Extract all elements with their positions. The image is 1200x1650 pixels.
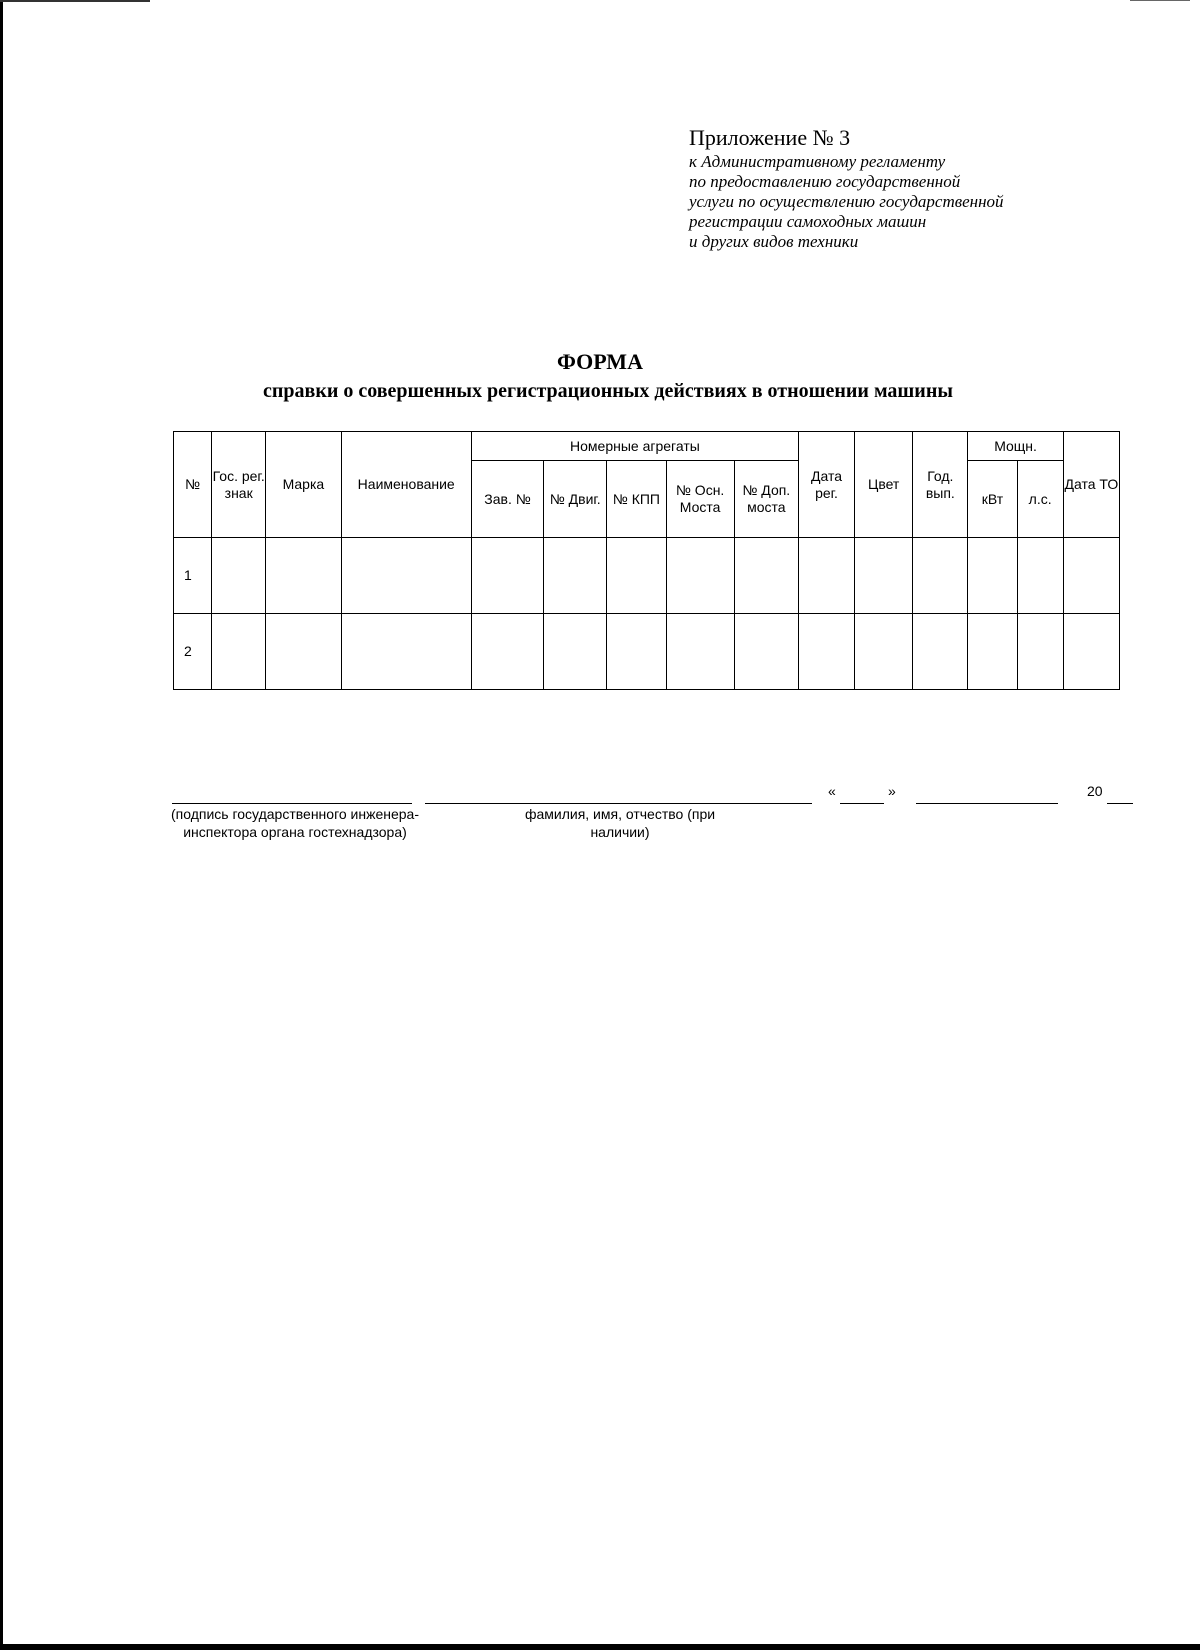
header-kw: кВт [968,461,1017,538]
table-cell[interactable] [798,538,854,614]
header-hp: л.с. [1017,461,1063,538]
header-gearbox-no: № КПП [607,461,666,538]
name-caption: фамилия, имя, отчество (при наличии) [524,806,716,840]
header-reg-date: Дата рег. [798,432,854,538]
header-factory-no: Зав. № [471,461,543,538]
inspector-signature-line[interactable] [172,803,412,804]
appendix-line: и других видов техники [689,232,859,251]
header-engine-no: № Двиг. [544,461,607,538]
table-cell[interactable] [855,614,913,690]
table-header-row [174,432,1120,461]
header-reg-plate: Гос. рег. знак [212,432,266,538]
table-cell[interactable] [341,614,471,690]
header-brand: Марка [266,432,341,538]
date-year-prefix: 20 [1087,783,1103,799]
row-number: 1 [174,538,212,614]
date-year-line[interactable] [1107,803,1133,804]
table-cell[interactable] [666,538,734,614]
appendix-line: к Административному регламенту [689,152,946,171]
form-title: ФОРМА [557,349,643,374]
scan-edge-top-right [1130,0,1190,1]
table-row [174,614,1120,690]
table-row [174,538,1120,614]
table-cell[interactable] [341,538,471,614]
scan-edge-top [0,0,150,2]
date-quote-close: » [888,783,896,799]
header-color: Цвет [855,432,913,538]
header-extra-axle-no: № Доп. моста [734,461,798,538]
table-cell[interactable] [734,538,798,614]
header-to-date: Дата ТО [1063,432,1119,538]
appendix-line: услуги по осуществлению государственной [689,192,1004,211]
table-cell[interactable] [471,614,543,690]
table-cell[interactable] [1063,614,1119,690]
table-cell[interactable] [266,538,341,614]
table-cell[interactable] [913,614,968,690]
date-day-line[interactable] [840,803,884,804]
table-cell[interactable] [968,538,1017,614]
date-month-line[interactable] [916,803,1058,804]
inspector-signature-caption: (подпись государственного инженера-инспектора органа гостехнадзора) [171,806,419,840]
table-cell[interactable] [544,538,607,614]
header-units-group: Номерные агрегаты [471,432,798,461]
table-cell[interactable] [734,614,798,690]
table-cell[interactable] [471,538,543,614]
registration-table [173,431,1120,690]
table-cell[interactable] [607,538,666,614]
scan-edge-left [0,0,3,1650]
table-cell[interactable] [913,538,968,614]
table-cell[interactable] [212,538,266,614]
header-main-axle-no: № Осн. Моста [666,461,734,538]
header-year: Год. вып. [913,432,968,538]
table-cell[interactable] [798,614,854,690]
appendix-line: по предоставлению государственной [689,172,961,191]
table-cell[interactable] [607,614,666,690]
table-cell[interactable] [1017,538,1063,614]
table-cell[interactable] [1017,614,1063,690]
header-name: Наименование [341,432,471,538]
table-cell[interactable] [544,614,607,690]
table-cell[interactable] [968,614,1017,690]
scan-edge-bottom [0,1644,1200,1650]
table-cell[interactable] [266,614,341,690]
table-cell[interactable] [212,614,266,690]
appendix-title: Приложение № 3 [689,125,851,150]
header-power-group: Мощн. [968,432,1063,461]
table-cell[interactable] [855,538,913,614]
appendix-line: регистрации самоходных машин [689,212,927,231]
appendix-header [689,124,1109,252]
date-quote-open: « [828,783,836,799]
row-number: 2 [174,614,212,690]
table-cell[interactable] [1063,538,1119,614]
table-cell[interactable] [666,614,734,690]
form-subtitle: справки о совершенных регистрационных действиях в отношении машины [263,380,953,402]
header-num: № [174,432,212,538]
name-line[interactable] [425,803,812,804]
